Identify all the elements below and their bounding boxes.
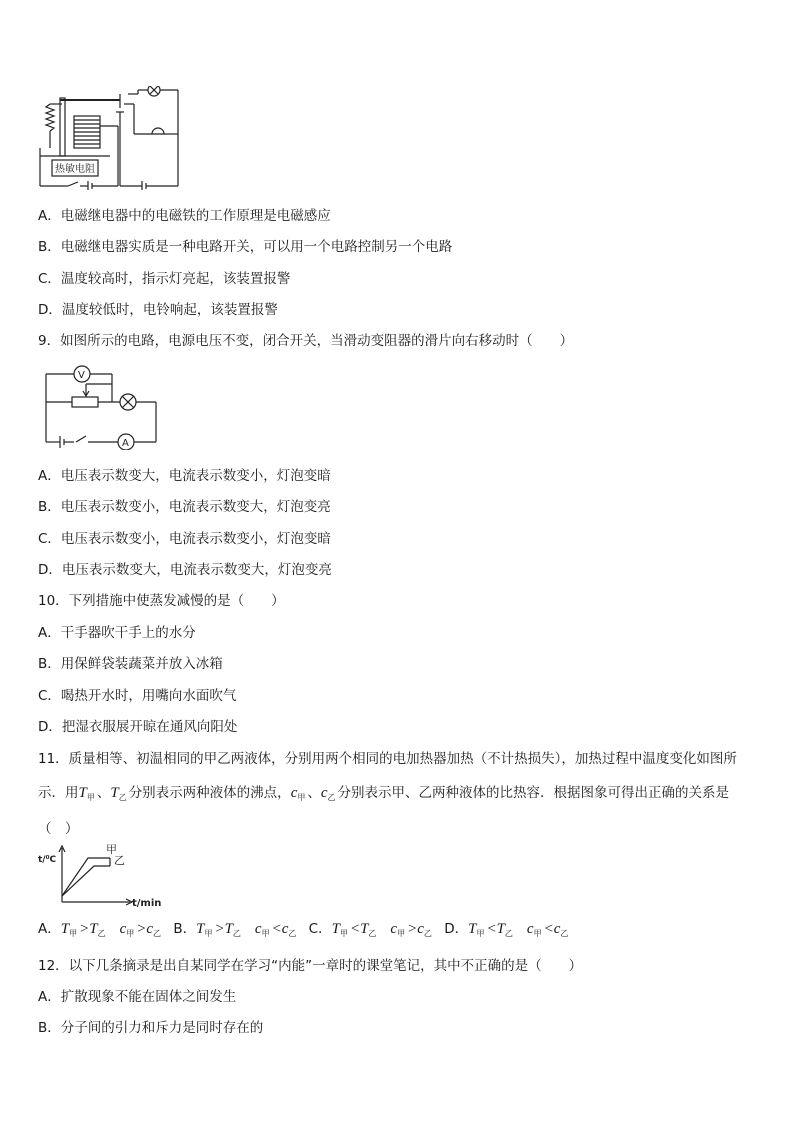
q10-option-d: D．把湿衣服展开晾在通风向阳处: [38, 719, 238, 735]
temperature-time-graph: [38, 840, 178, 910]
q11-option-a: A．$T_甲 >T_乙$ $c_甲 >c_乙$: [38, 921, 162, 938]
rheostat-circuit-figure: [40, 362, 165, 450]
line-yi: [62, 866, 110, 896]
line-yi-label: 乙: [114, 854, 125, 867]
q10-option-b: B．用保鲜袋装蔬菜并放入冰箱: [38, 656, 223, 672]
q12-stem: 12．以下几条摘录是出自某同学在学习“内能”一章时的课堂笔记，其中不正确的是（ ）: [38, 958, 583, 974]
q12-option-b: B．分子间的引力和斥力是同时存在的: [38, 1020, 264, 1036]
q10-option-c: C．喝热开水时，用嘴向水面吹气: [38, 688, 237, 704]
q8-option-c: C．温度较高时，指示灯亮起，该装置报警: [38, 271, 291, 287]
q8-option-a: A．电磁继电器中的电磁铁的工作原理是电磁感应: [38, 208, 331, 224]
ammeter-label: A: [122, 438, 129, 449]
y-axis-label: t/⁰C: [38, 855, 57, 865]
line-jia: [62, 858, 110, 896]
thermistor-label: 热敏电阻: [55, 164, 95, 175]
line-jia-label: 甲: [106, 843, 117, 856]
voltmeter-label: V: [78, 370, 85, 381]
q10-option-a: A．干手器吹干手上的水分: [38, 625, 196, 641]
q12-option-a: A．扩散现象不能在固体之间发生: [38, 989, 237, 1005]
q11-option-c: C．$T_甲 <T_乙$ $c_甲 >c_乙$: [308, 921, 432, 938]
q8-option-b: B．电磁继电器实质是一种电路开关，可以用一个电路控制另一个电路: [38, 239, 453, 255]
q9-option-b: B．电压表示数变小，电流表示数变大，灯泡变亮: [38, 499, 331, 515]
q9-option-c: C．电压表示数变小，电流表示数变小，灯泡变暗: [38, 531, 331, 547]
x-axis-label: t/min: [132, 898, 162, 909]
relay-circuit-figure: [38, 86, 183, 190]
q11-option-b: B．$T_甲 >T_乙$ $c_甲 <c_乙$: [173, 921, 297, 938]
q8-option-d: D．温度较低时，电铃响起，该装置报警: [38, 302, 278, 318]
q9-option-a: A．电压表示数变大，电流表示数变小，灯泡变暗: [38, 468, 331, 484]
q11-stem-line1: 11．质量相等、初温相同的甲乙两液体，分别用两个相同的电加热器加热（不计热损失），加热过程中温度变化如图所: [38, 751, 737, 767]
q11-answer-paren: （ ）: [38, 821, 79, 837]
q10-stem: 10．下列措施中使蒸发减慢的是（ ）: [38, 593, 285, 609]
q11-option-d: D．$T_甲 <T_乙$ $c_甲 <c_乙$: [444, 921, 569, 938]
q9-option-d: D．电压表示数变大，电流表示数变大，灯泡变亮: [38, 562, 332, 578]
q11-options: [38, 920, 570, 943]
q11-stem-line2: 示．用$T_甲$ 、$T_乙$ 分别表示两种液体的沸点，$c_甲$ 、$c_乙$ 分别表示甲、乙两种液体的比热容．根据图象可得出正确的关系是: [38, 785, 730, 802]
q9-stem: 9．如图所示的电路，电源电压不变，闭合开关，当滑动变阻器的滑片向右移动时（ ）: [38, 333, 574, 349]
